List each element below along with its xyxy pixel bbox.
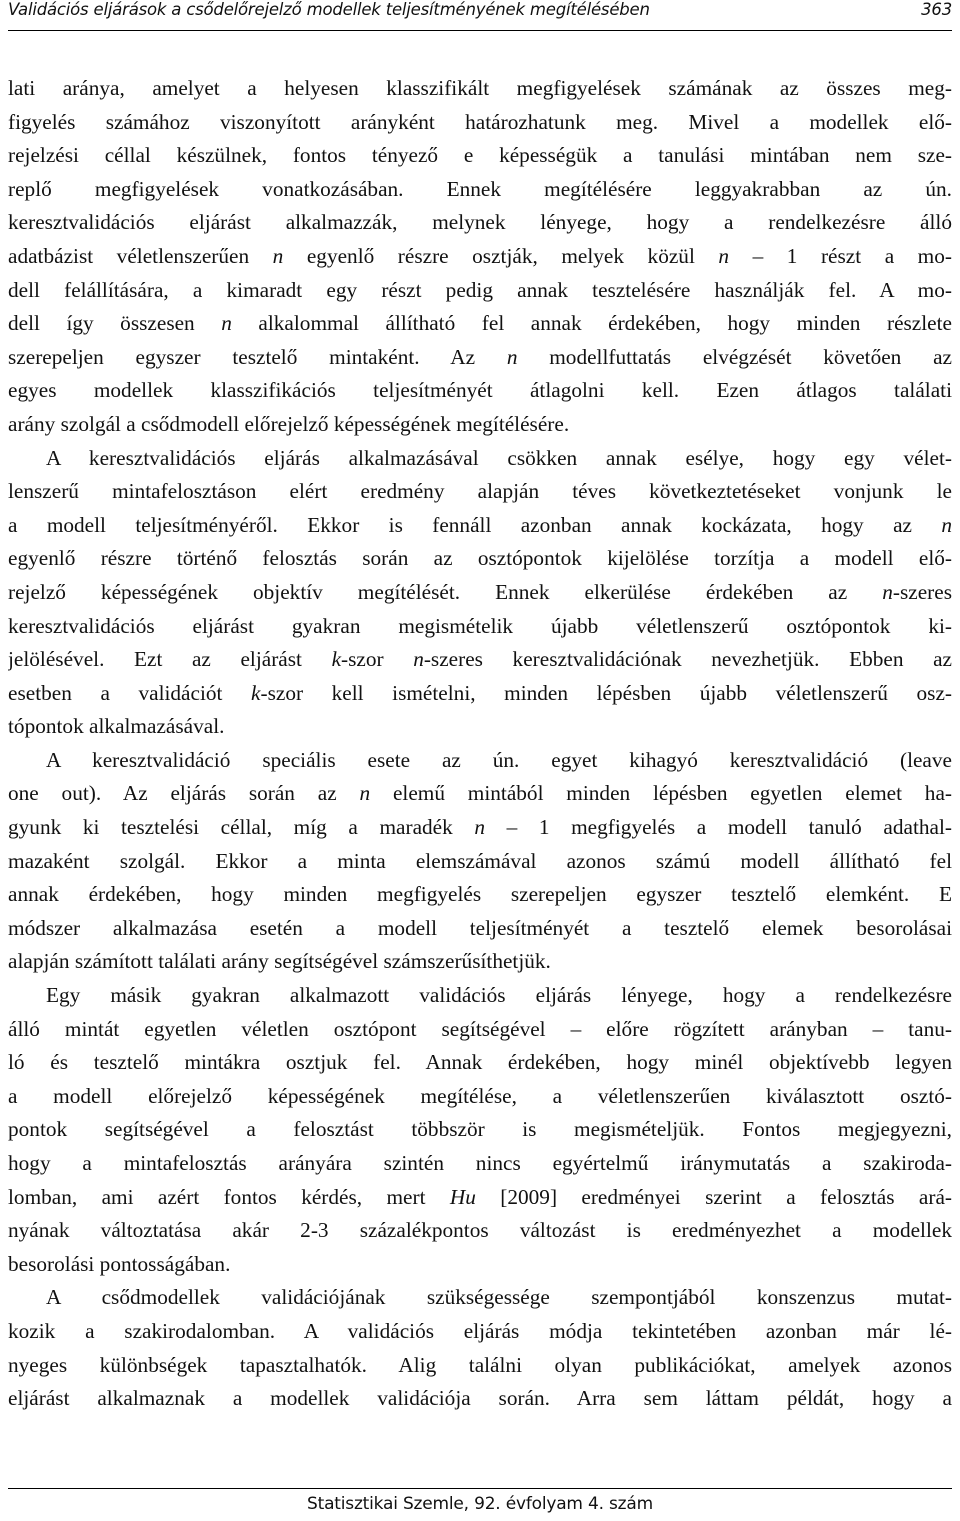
text-line: dell így összesen n alkalommal állítható fel annak érdekében, hogy minden részlete (8, 311, 952, 336)
text-line: lomban, ami azért fontos kérdés, mert Hu [2009] eredményei szerint a felosztás ará- (8, 1184, 952, 1209)
text-line: rejelző képességének objektív megítélését. Ennek elkerülése érdekében az n-szeres (8, 579, 952, 604)
text-line: alapján számított találati arány segítségével számszerűsíthetjük. (8, 949, 551, 974)
text-line: A keresztvalidáció speciális esete az ún. egyet kihagyó keresztvalidáció (leave (46, 747, 952, 772)
text-line: keresztvalidációs eljárást gyakran megismételik újabb véletlenszerű osztópontok ki- (8, 613, 952, 638)
page-number: 363 (921, 0, 952, 19)
running-title: Validációs eljárások a csődelőrejelző modellek teljesítményének megítélésében (8, 0, 650, 19)
text-line: arány szolgál a csődmodell előrejelző képességének megítélésére. (8, 411, 570, 436)
text-line: gyunk ki tesztelési céllal, míg a maradék n – 1 megfigyelés a modell tanuló adathal- (8, 815, 952, 840)
text-line: A csődmodellek validációjának szükségessége szempontjából konszenzus mutat- (46, 1285, 952, 1310)
text-line: a modell teljesítményéről. Ekkor is fennáll azonban annak kockázata, hogy az n (8, 512, 952, 537)
text-line: keresztvalidációs eljárást alkalmazzák, melynek lényege, hogy a rendelkezésre álló (8, 210, 952, 235)
text-line: nyának változtatása akár 2-3 százalékpontos változást is eredményezhet a modellek (8, 1218, 952, 1243)
header-rule (8, 30, 952, 31)
text-line: szerepeljen egyszer tesztelő mintaként. Az n modellfuttatás elvégzését követően az (8, 344, 952, 369)
text-line: ló és tesztelő mintákra osztjuk fel. Annak érdekében, hogy minél objektívebb legyen (8, 1050, 952, 1075)
text-line: hogy a mintafelosztás arányára szintén nincs egyértelmű iránymutatás a szakiroda- (8, 1151, 952, 1175)
text-line: Egy másik gyakran alkalmazott validációs eljárás lényege, hogy a rendelkezésre (46, 983, 952, 1008)
text-line: nyeges különbségek tapasztalhatók. Alig találni olyan publikációkat, amelyek azonos (8, 1352, 952, 1377)
text-line: eljárást alkalmaznak a modellek validációja során. Arra sem láttam példát, hogy a (8, 1386, 952, 1411)
text-line: tópontok alkalmazásával. (8, 714, 225, 739)
text-line: módszer alkalmazása esetén a modell teljesítményét a tesztelő elemek besorolásai (8, 915, 952, 940)
text-line: dell felállítására, a kimaradt egy részt pedig annak tesztelésére használják fel. A mo- (8, 277, 952, 302)
text-line: a modell előrejelző képességének megítélése, a véletlenszerűen kiválasztott osztó- (8, 1083, 952, 1108)
text-line: pontok segítségével a felosztást többször is megismételjük. Fontos megjegyezni, (8, 1117, 952, 1142)
text-line: jelölésével. Ezt az eljárást k-szor n-szeres keresztvalidációnak nevezhetjük. Ebben az (8, 647, 952, 672)
text-line: álló mintát egyetlen véletlen osztópont segítségével – előre rögzített arányban – tanu- (8, 1016, 952, 1041)
text-line: figyelés számához viszonyított arányként határozhatunk meg. Mivel a modellek elő- (8, 109, 952, 134)
text-line: rejelzési céllal készülnek, fontos tényező e képességük a tanulási mintában nem sze- (8, 143, 952, 168)
running-header (8, 0, 952, 26)
text-line: annak érdekében, hogy minden megfigyelés szerepeljen egyszer tesztelő elemként. E (8, 882, 952, 907)
text-line: kozik a szakirodalomban. A validációs eljárás módja tekintetében azonban már lé- (8, 1318, 952, 1343)
text-line: egyenlő részre történő felosztás során az osztópontok kijelölése torzítja a modell elő- (8, 546, 952, 571)
text-line: A keresztvalidációs eljárás alkalmazásával csökken annak esélye, hogy egy vélet- (46, 445, 952, 470)
text-line: lenszerű mintafelosztáson elért eredmény alapján téves következtetéseket vonjunk le (8, 479, 952, 504)
text-line: adatbázist véletlenszerűen n egyenlő részre osztják, melyek közül n – 1 részt a mo- (8, 243, 952, 268)
text-line: one out). Az eljárás során az n elemű mintából minden lépésben egyetlen elemet ha- (8, 781, 952, 806)
footer-rule (8, 1488, 952, 1489)
body-text (8, 72, 952, 1416)
text-line: mazaként szolgál. Ekkor a minta elemszámával azonos számú modell állítható fel (8, 848, 952, 873)
text-line: lati aránya, amelyet a helyesen klasszifikált megfigyelések számának az összes meg- (8, 76, 952, 100)
text-line: besorolási pontosságában. (8, 1251, 231, 1276)
text-line: replő megfigyelések vonatkozásában. Ennek megítélésére leggyakrabban az ún. (8, 176, 952, 201)
text-line: esetben a validációt k-szor kell ismételni, minden lépésben újabb véletlenszerű osz- (8, 680, 952, 705)
running-footer: Statisztikai Szemle, 92. évfolyam 4. szám (307, 1494, 653, 1514)
text-line: egyes modellek klasszifikációs teljesítményét átlagolni kell. Ezen átlagos találati (8, 378, 952, 403)
